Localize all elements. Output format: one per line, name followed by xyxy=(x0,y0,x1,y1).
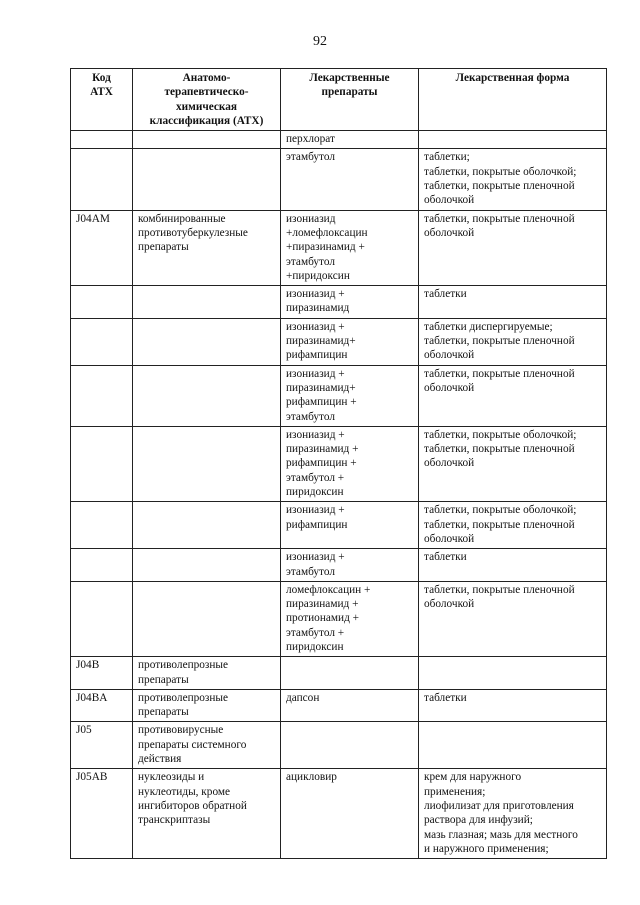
table-row xyxy=(71,210,607,285)
code-cell: J04AM xyxy=(71,210,133,285)
drug-cell xyxy=(281,657,419,690)
classification-cell xyxy=(133,286,281,319)
form-cell: таблетки, покрытые пленочной оболочкой xyxy=(419,365,607,426)
classification-cell xyxy=(133,318,281,365)
classification-cell xyxy=(133,426,281,501)
header-classification: Анатомо- терапевтическо- химическая классификация (АТХ) xyxy=(133,69,281,131)
classification-cell xyxy=(133,502,281,549)
table-row xyxy=(71,657,607,690)
classification-cell: нуклеозиды и нуклеотиды, кроме ингибиторов обратной транскриптазы xyxy=(133,769,281,859)
form-cell: таблетки xyxy=(419,549,607,582)
classification-cell: противовирусные препараты системного действия xyxy=(133,722,281,769)
form-cell: крем для наружного применения; лиофилизат для приготовления раствора для инфузий; мазь глазная; мазь для местного и наружного применения; xyxy=(419,769,607,859)
form-cell xyxy=(419,657,607,690)
classification-cell xyxy=(133,131,281,149)
table-row xyxy=(71,549,607,582)
drug-cell: этамбутол xyxy=(281,149,419,210)
header-form: Лекарственная форма xyxy=(419,69,607,131)
drug-cell: перхлорат xyxy=(281,131,419,149)
classification-cell: комбинированные противотуберкулезные препараты xyxy=(133,210,281,285)
form-cell xyxy=(419,722,607,769)
table-row xyxy=(71,769,607,859)
classification-cell xyxy=(133,581,281,656)
form-cell: таблетки xyxy=(419,689,607,722)
code-cell xyxy=(71,286,133,319)
code-cell xyxy=(71,365,133,426)
classification-cell: противолепрозные препараты xyxy=(133,689,281,722)
drug-cell: изониазид + пиразинамид+ рифампицин xyxy=(281,318,419,365)
form-cell: таблетки диспергируемые; таблетки, покрытые пленочной оболочкой xyxy=(419,318,607,365)
classification-cell xyxy=(133,549,281,582)
code-cell xyxy=(71,149,133,210)
drug-cell: изониазид + пиразинамид + рифампицин + этамбутол + пиридоксин xyxy=(281,426,419,501)
table-header-row xyxy=(71,69,607,131)
code-cell xyxy=(71,581,133,656)
table-row xyxy=(71,502,607,549)
drug-cell: ломефлоксацин + пиразинамид + протионамид + этамбутол + пиридоксин xyxy=(281,581,419,656)
table-row xyxy=(71,426,607,501)
atx-table xyxy=(70,68,607,859)
table-row xyxy=(71,149,607,210)
form-cell: таблетки xyxy=(419,286,607,319)
classification-cell: противолепрозные препараты xyxy=(133,657,281,690)
code-cell xyxy=(71,502,133,549)
code-cell xyxy=(71,549,133,582)
code-cell: J05AB xyxy=(71,769,133,859)
drug-cell: изониазид + пиразинамид+ рифампицин + этамбутол xyxy=(281,365,419,426)
table-row xyxy=(71,689,607,722)
code-cell: J04BA xyxy=(71,689,133,722)
page-number: 92 xyxy=(313,34,327,49)
form-cell: таблетки, покрытые пленочной оболочкой xyxy=(419,581,607,656)
table-row xyxy=(71,131,607,149)
drug-cell: изониазид +ломефлоксацин +пиразинамид + этамбутол +пиридоксин xyxy=(281,210,419,285)
drug-cell: дапсон xyxy=(281,689,419,722)
drug-cell: изониазид + рифампицин xyxy=(281,502,419,549)
code-cell xyxy=(71,131,133,149)
form-cell: таблетки, покрытые оболочкой; таблетки, покрытые пленочной оболочкой xyxy=(419,502,607,549)
drug-cell: ацикловир xyxy=(281,769,419,859)
header-drugs: Лекарственные препараты xyxy=(281,69,419,131)
code-cell xyxy=(71,318,133,365)
drug-cell: изониазид + этамбутол xyxy=(281,549,419,582)
table-row xyxy=(71,286,607,319)
table-row xyxy=(71,581,607,656)
code-cell: J04B xyxy=(71,657,133,690)
code-cell: J05 xyxy=(71,722,133,769)
table-row xyxy=(71,318,607,365)
table-body xyxy=(71,131,607,859)
table-row xyxy=(71,365,607,426)
form-cell xyxy=(419,131,607,149)
drug-cell: изониазид + пиразинамид xyxy=(281,286,419,319)
code-cell xyxy=(71,426,133,501)
form-cell: таблетки; таблетки, покрытые оболочкой; таблетки, покрытые пленочной оболочкой xyxy=(419,149,607,210)
table-row xyxy=(71,722,607,769)
form-cell: таблетки, покрытые оболочкой; таблетки, покрытые пленочной оболочкой xyxy=(419,426,607,501)
header-code: Код АТХ xyxy=(71,69,133,131)
form-cell: таблетки, покрытые пленочной оболочкой xyxy=(419,210,607,285)
classification-cell xyxy=(133,365,281,426)
drug-cell xyxy=(281,722,419,769)
classification-cell xyxy=(133,149,281,210)
